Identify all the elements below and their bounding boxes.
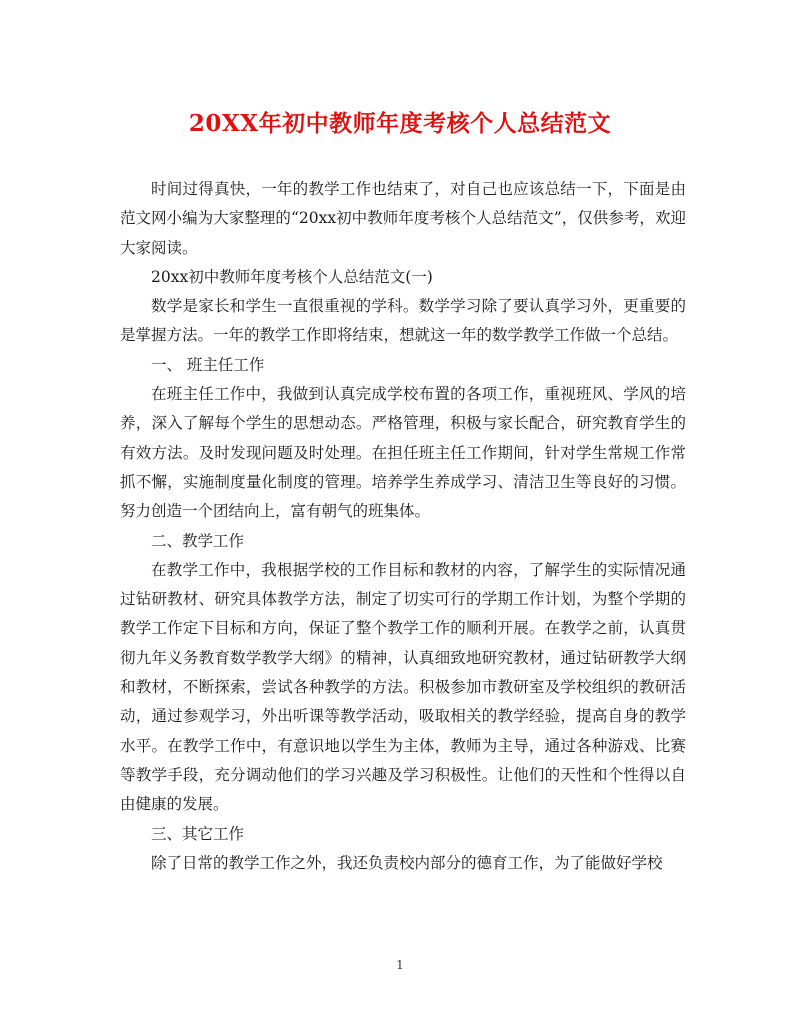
body-paragraph: 在班主任工作中，我做到认真完成学校布置的各项工作，重视班风、学风的培养，深入了解每个学生的思想动态。严格管理，积极与家长配合，研究教育学生的有效方法。及时发现问题及时处理。在担任班主任工作期间，针对学生常规工作常抓不懈，实施制度量化制度的管理。培养学生养成学习、清洁卫生等良好的习惯。努力创造一个团结向上，富有朝气的班集体。 xyxy=(120,385,686,521)
section-heading-other: 三、其它工作 xyxy=(151,824,245,843)
page-number: 1 xyxy=(396,958,404,972)
body-paragraph: 数学是家长和学生一直很重视的学科。数学学习除了要认真学习外，更重要的是掌握方法。一年的教学工作即将结束，想就这一年的数学教学工作做一个总结。 xyxy=(120,297,686,345)
intro-paragraph: 时间过得真快，一年的教学工作也结束了，对自己也应该总结一下，下面是由范文网小编为大家整理的“20xx初中教师年度考核个人总结范文”，仅供参考，欢迎大家阅读。 xyxy=(120,180,686,257)
document-body xyxy=(120,175,686,878)
section-heading-teaching: 二、教学工作 xyxy=(151,531,245,550)
section-heading-class-teacher: 一、 班主任工作 xyxy=(151,355,265,374)
body-paragraph: 除了日常的教学工作之外，我还负责校内部分的德育工作，为了能做好学校 xyxy=(151,853,663,872)
document-title: 20XX年初中教师年度考核个人总结范文 xyxy=(188,110,612,137)
section-title: 20xx初中教师年度考核个人总结范文(一) xyxy=(151,267,433,286)
body-paragraph: 在教学工作中，我根据学校的工作目标和教材的内容，了解学生的实际情况通过钻研教材、研究具体教学方法，制定了切实可行的学期工作计划，为整个学期的教学工作定下目标和方向，保证了整个教学工作的顺利开展。在教学之前，认真贯彻九年义务教育数学教学大纲》的精神，认真细致地研究教材，通过钻研教学大纲和教材，不断探索，尝试各种教学的方法。积极参加市教研室及学校组织的教研活动，通过参观学习，外出听课等教学活动，吸取相关的教学经验，提高自身的教学水平。在教学工作中，有意识地以学生为主体，教师为主导，通过各种游戏、比赛等教学手段，充分调动他们的学习兴趣及学习积极性。让他们的天性和个性得以自由健康的发展。 xyxy=(120,560,686,814)
